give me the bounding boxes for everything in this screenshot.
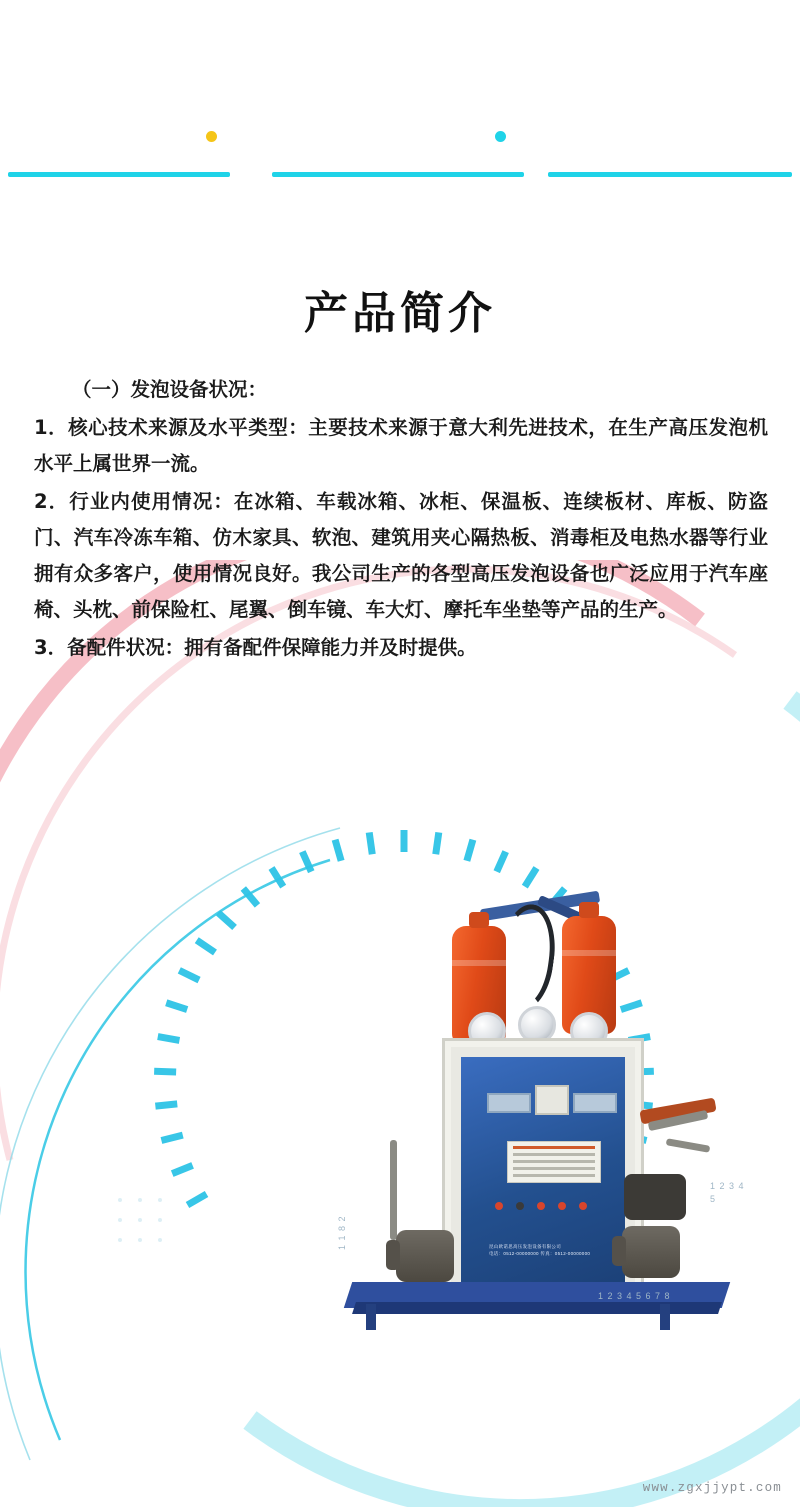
- machine-drum: [624, 1174, 686, 1220]
- content-item-1: 1．核心技术来源及水平类型：主要技术来源于意大利先进技术，在生产高压发泡机水平上属世界一流。: [34, 416, 768, 475]
- panel-window-center: [535, 1085, 569, 1115]
- machine-leg-right: [660, 1304, 670, 1330]
- indicator-light: [516, 1202, 524, 1210]
- indicator-light: [579, 1202, 587, 1210]
- decor-bar-center: [272, 172, 524, 177]
- footer-website-url: www.zgxjjypt.com: [642, 1481, 782, 1495]
- machine-brand-line1: 昆山欧诺思高压发泡设备有限公司: [489, 1244, 561, 1249]
- panel-indicator-lights: [495, 1197, 611, 1207]
- tank-band: [562, 950, 616, 956]
- content-item-3: 3．备配件状况：拥有备配件保障能力并及时提供。: [34, 636, 477, 659]
- machine-illustration: [330, 890, 750, 1350]
- ruler-marks-bottom: 1 2 3 4 5 6 7 8: [598, 1291, 671, 1301]
- ruler-marks-left: 1 1 8 2: [337, 1215, 347, 1250]
- panel-window-right: [573, 1093, 617, 1113]
- panel-sticker: [507, 1141, 601, 1183]
- indicator-light: [558, 1202, 566, 1210]
- top-decoration: [0, 0, 800, 200]
- machine-leg-left: [366, 1304, 376, 1330]
- indicator-light: [537, 1202, 545, 1210]
- decor-bar-right: [548, 172, 792, 177]
- machine-pipe-lower-right: [666, 1138, 711, 1153]
- machine-motor-left: [396, 1230, 454, 1282]
- indicator-light: [495, 1202, 503, 1210]
- machine-pipe-left: [390, 1140, 397, 1240]
- panel-window-left: [487, 1093, 531, 1113]
- machine-motor-right: [622, 1226, 680, 1278]
- motor-cap: [612, 1236, 626, 1266]
- motor-cap: [386, 1240, 400, 1270]
- decor-bar-left: [8, 172, 230, 177]
- machine-brand-text: [489, 1243, 599, 1257]
- decor-dot-cyan: [495, 131, 506, 142]
- content-body: [34, 372, 768, 668]
- decor-dot-yellow: [206, 131, 217, 142]
- product-photo: [330, 890, 750, 1350]
- ruler-marks-right: 1 2 3 4 5: [710, 1181, 745, 1204]
- section-heading: （一）发泡设备状况：: [72, 378, 268, 401]
- cabinet-front-panel: [461, 1057, 625, 1285]
- page-title: 产品简介: [304, 288, 496, 339]
- content-item-2: 2．行业内使用情况：在冰箱、车载冰箱、冰柜、保温板、连续板材、库板、防盗门、汽车冷冻车箱、仿木家具、软泡、建筑用夹心隔热板、消毒柜及电热水器等行业拥有众多客户，使用情况良好。我公司生产的各型高压发泡设备也广泛应用于汽车座椅、头枕、前保险杠、尾翼、倒车镜、车大灯、摩托车坐垫等产品的生产。: [34, 490, 768, 621]
- machine-brand-line2: 电话：0512-00000000 传真：0512-00000000: [489, 1251, 591, 1256]
